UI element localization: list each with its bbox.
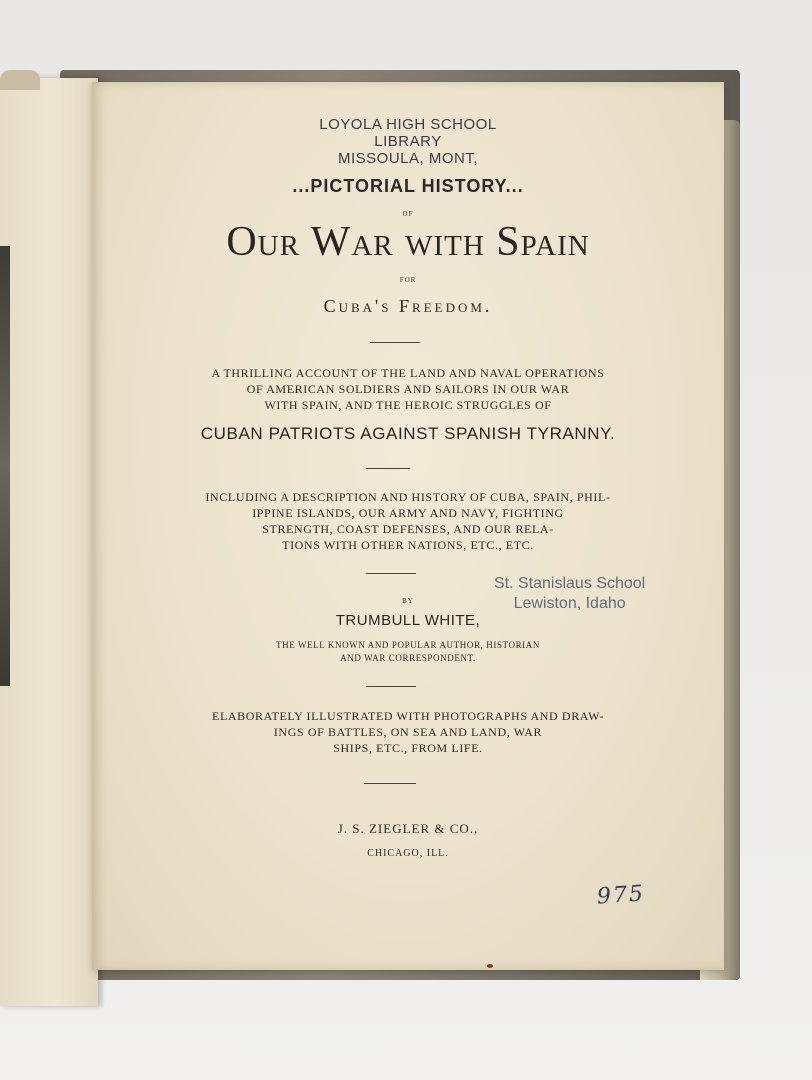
including-line-2: IPPINE ISLANDS, OUR ARMY AND NAVY, FIGHTING <box>252 506 564 520</box>
by-word: BY <box>402 597 414 605</box>
st-stanislaus-stamp <box>494 574 645 614</box>
subtitle: Cuba's Freedom. <box>323 296 493 316</box>
cuban-patriots-line: CUBAN PATRIOTS AGAINST SPANISH TYRANNY. <box>200 424 616 443</box>
divider-3 <box>366 573 416 574</box>
of-word: OF <box>402 210 414 218</box>
stain-spot <box>487 964 493 968</box>
second-stamp-line-1: St. Stanislaus School <box>494 575 646 592</box>
stamp-line-2: LIBRARY <box>374 133 442 150</box>
handwritten-number: 975 <box>596 881 646 910</box>
divider-4 <box>366 686 416 687</box>
main-title: Our War with Spain <box>226 219 590 265</box>
illustrated-block <box>92 708 724 756</box>
divider-2 <box>366 468 410 469</box>
author-desc-line-2: AND WAR CORRESPONDENT. <box>340 653 476 663</box>
pictorial-heading: ...PICTORIAL HISTORY... <box>292 176 524 196</box>
author-description <box>92 639 724 665</box>
stamp-line-1: LOYOLA HIGH SCHOOL <box>319 116 497 133</box>
author-name: TRUMBULL WHITE, <box>335 612 481 629</box>
including-line-4: TIONS WITH OTHER NATIONS, ETC., ETC. <box>282 538 534 552</box>
illustrated-line-3: SHIPS, ETC., FROM LIFE. <box>333 741 483 755</box>
author-desc-line-1: THE WELL KNOWN AND POPULAR AUTHOR, HISTORIAN <box>276 640 540 650</box>
flyleaf-page <box>0 78 98 1006</box>
for-word: FOR <box>399 276 417 284</box>
including-line-3: STRENGTH, COAST DEFENSES, AND OUR RELA- <box>262 522 554 536</box>
illustrated-line-2: INGS OF BATTLES, ON SEA AND LAND, WAR <box>273 725 543 739</box>
description-line-1: A THRILLING ACCOUNT OF THE LAND AND NAVAL OPERATIONS <box>211 366 605 380</box>
library-stamp <box>92 116 724 167</box>
divider-5 <box>364 783 416 784</box>
description-line-2: OF AMERICAN SOLDIERS AND SAILORS IN OUR WAR <box>246 382 570 396</box>
publisher: J. S. ZIEGLER & CO., <box>337 821 479 836</box>
publisher-city: CHICAGO, ILL. <box>367 848 449 859</box>
frontispiece-edge <box>0 246 10 686</box>
description-line-3: WITH SPAIN, AND THE HEROIC STRUGGLES OF <box>264 398 552 412</box>
divider-1 <box>370 342 420 343</box>
torn-corner <box>0 70 40 90</box>
second-stamp-line-2: Lewiston, Idaho <box>513 595 626 612</box>
title-page <box>92 82 724 970</box>
illustrated-line-1: ELABORATELY ILLUSTRATED WITH PHOTOGRAPHS AND DRAW- <box>212 709 604 723</box>
including-line-1: INCLUDING A DESCRIPTION AND HISTORY OF CUBA, SPAIN, PHIL- <box>205 490 611 504</box>
description-block <box>92 365 724 413</box>
stamp-line-3: MISSOULA, MONT, <box>337 150 479 167</box>
including-block <box>92 489 724 553</box>
